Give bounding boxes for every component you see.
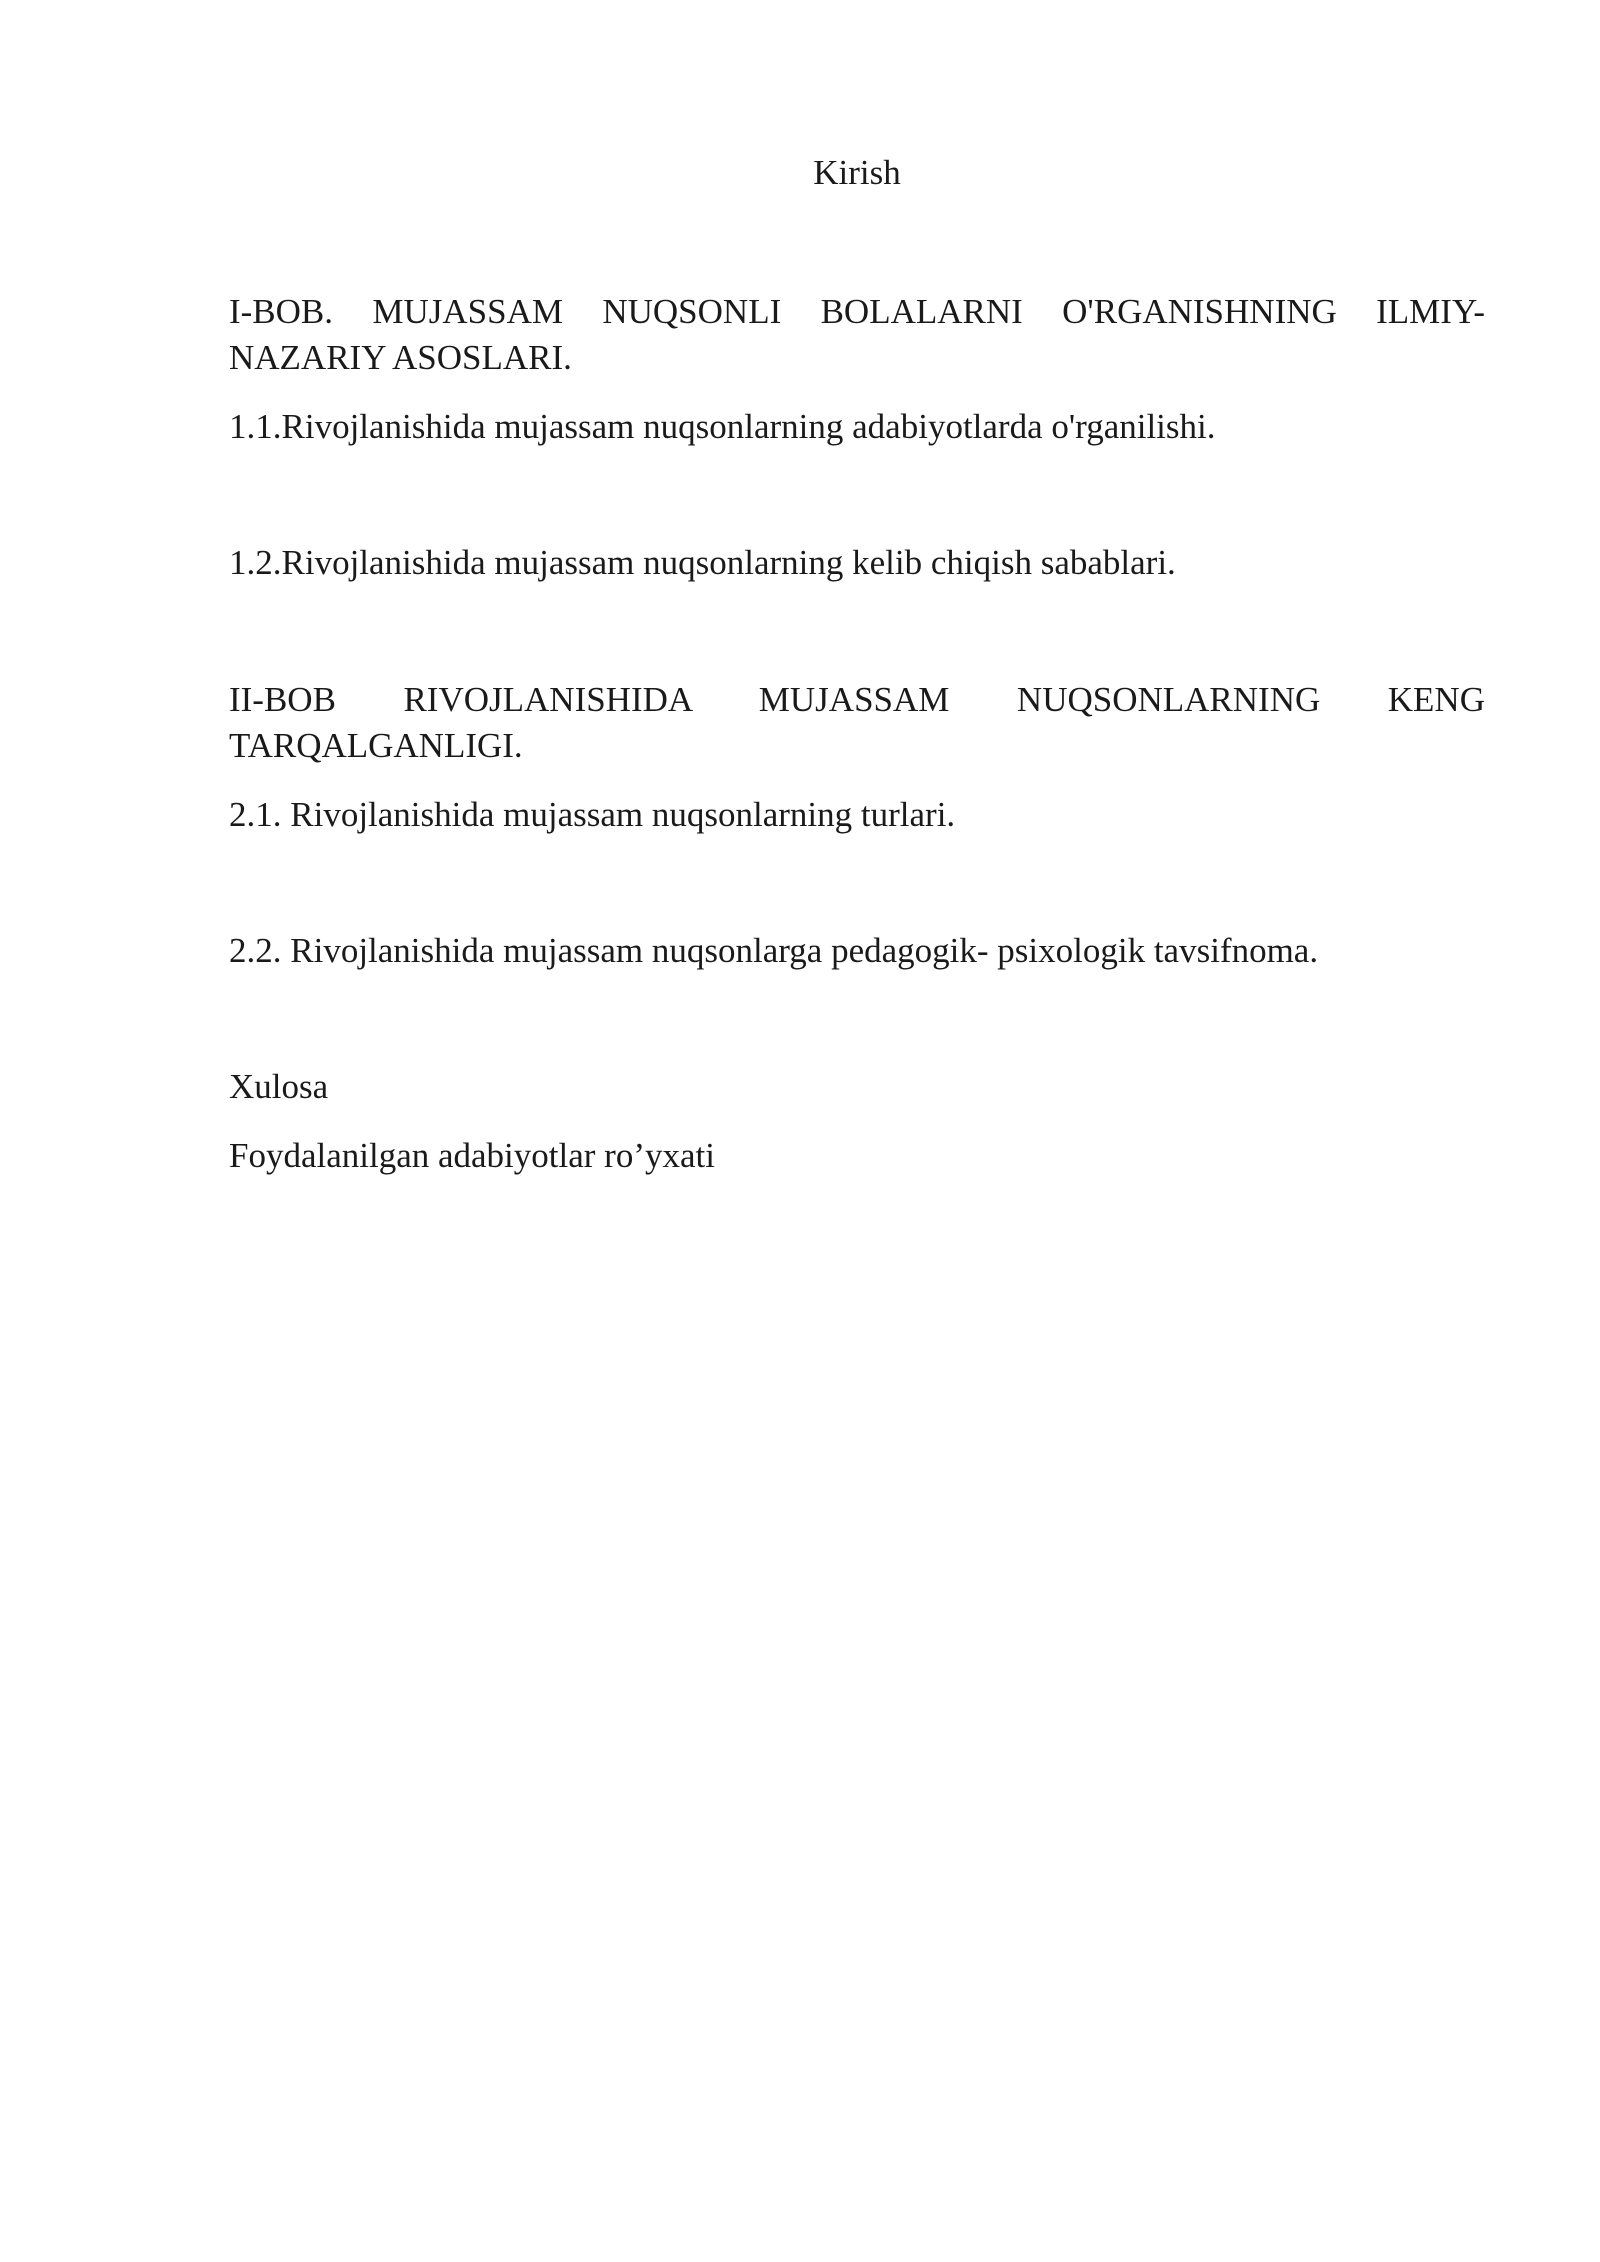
toc-chapter-2: II-BOB RIVOJLANISHIDA MUJASSAM NUQSONLARNING KENG TARQALGANLIGI. (229, 680, 1485, 765)
toc-chapter-1: I-BOB. MUJASSAM NUQSONLI BOLALARNI O'RGANISHNING ILMIY-NAZARIY ASOSLARI. (229, 292, 1485, 377)
toc-section-2-1: 2.1. Rivojlanishida mujassam nuqsonlarning turlari. (229, 795, 956, 834)
toc-section-1-2: 1.2.Rivojlanishida mujassam nuqsonlarning kelib chiqish sabablari. (229, 543, 1176, 582)
toc-references: Foydalanilgan adabiyotlar ro’yxati (229, 1136, 715, 1175)
toc-conclusion: Xulosa (229, 1067, 329, 1106)
page-title: Kirish (813, 153, 901, 192)
toc-section-1-1: 1.1.Rivojlanishida mujassam nuqsonlarning adabiyotlarda o'rganilishi. (229, 407, 1216, 446)
toc-section-2-2: 2.2. Rivojlanishida mujassam nuqsonlarga pedagogik- psixologik tavsifnoma. (229, 931, 1319, 970)
